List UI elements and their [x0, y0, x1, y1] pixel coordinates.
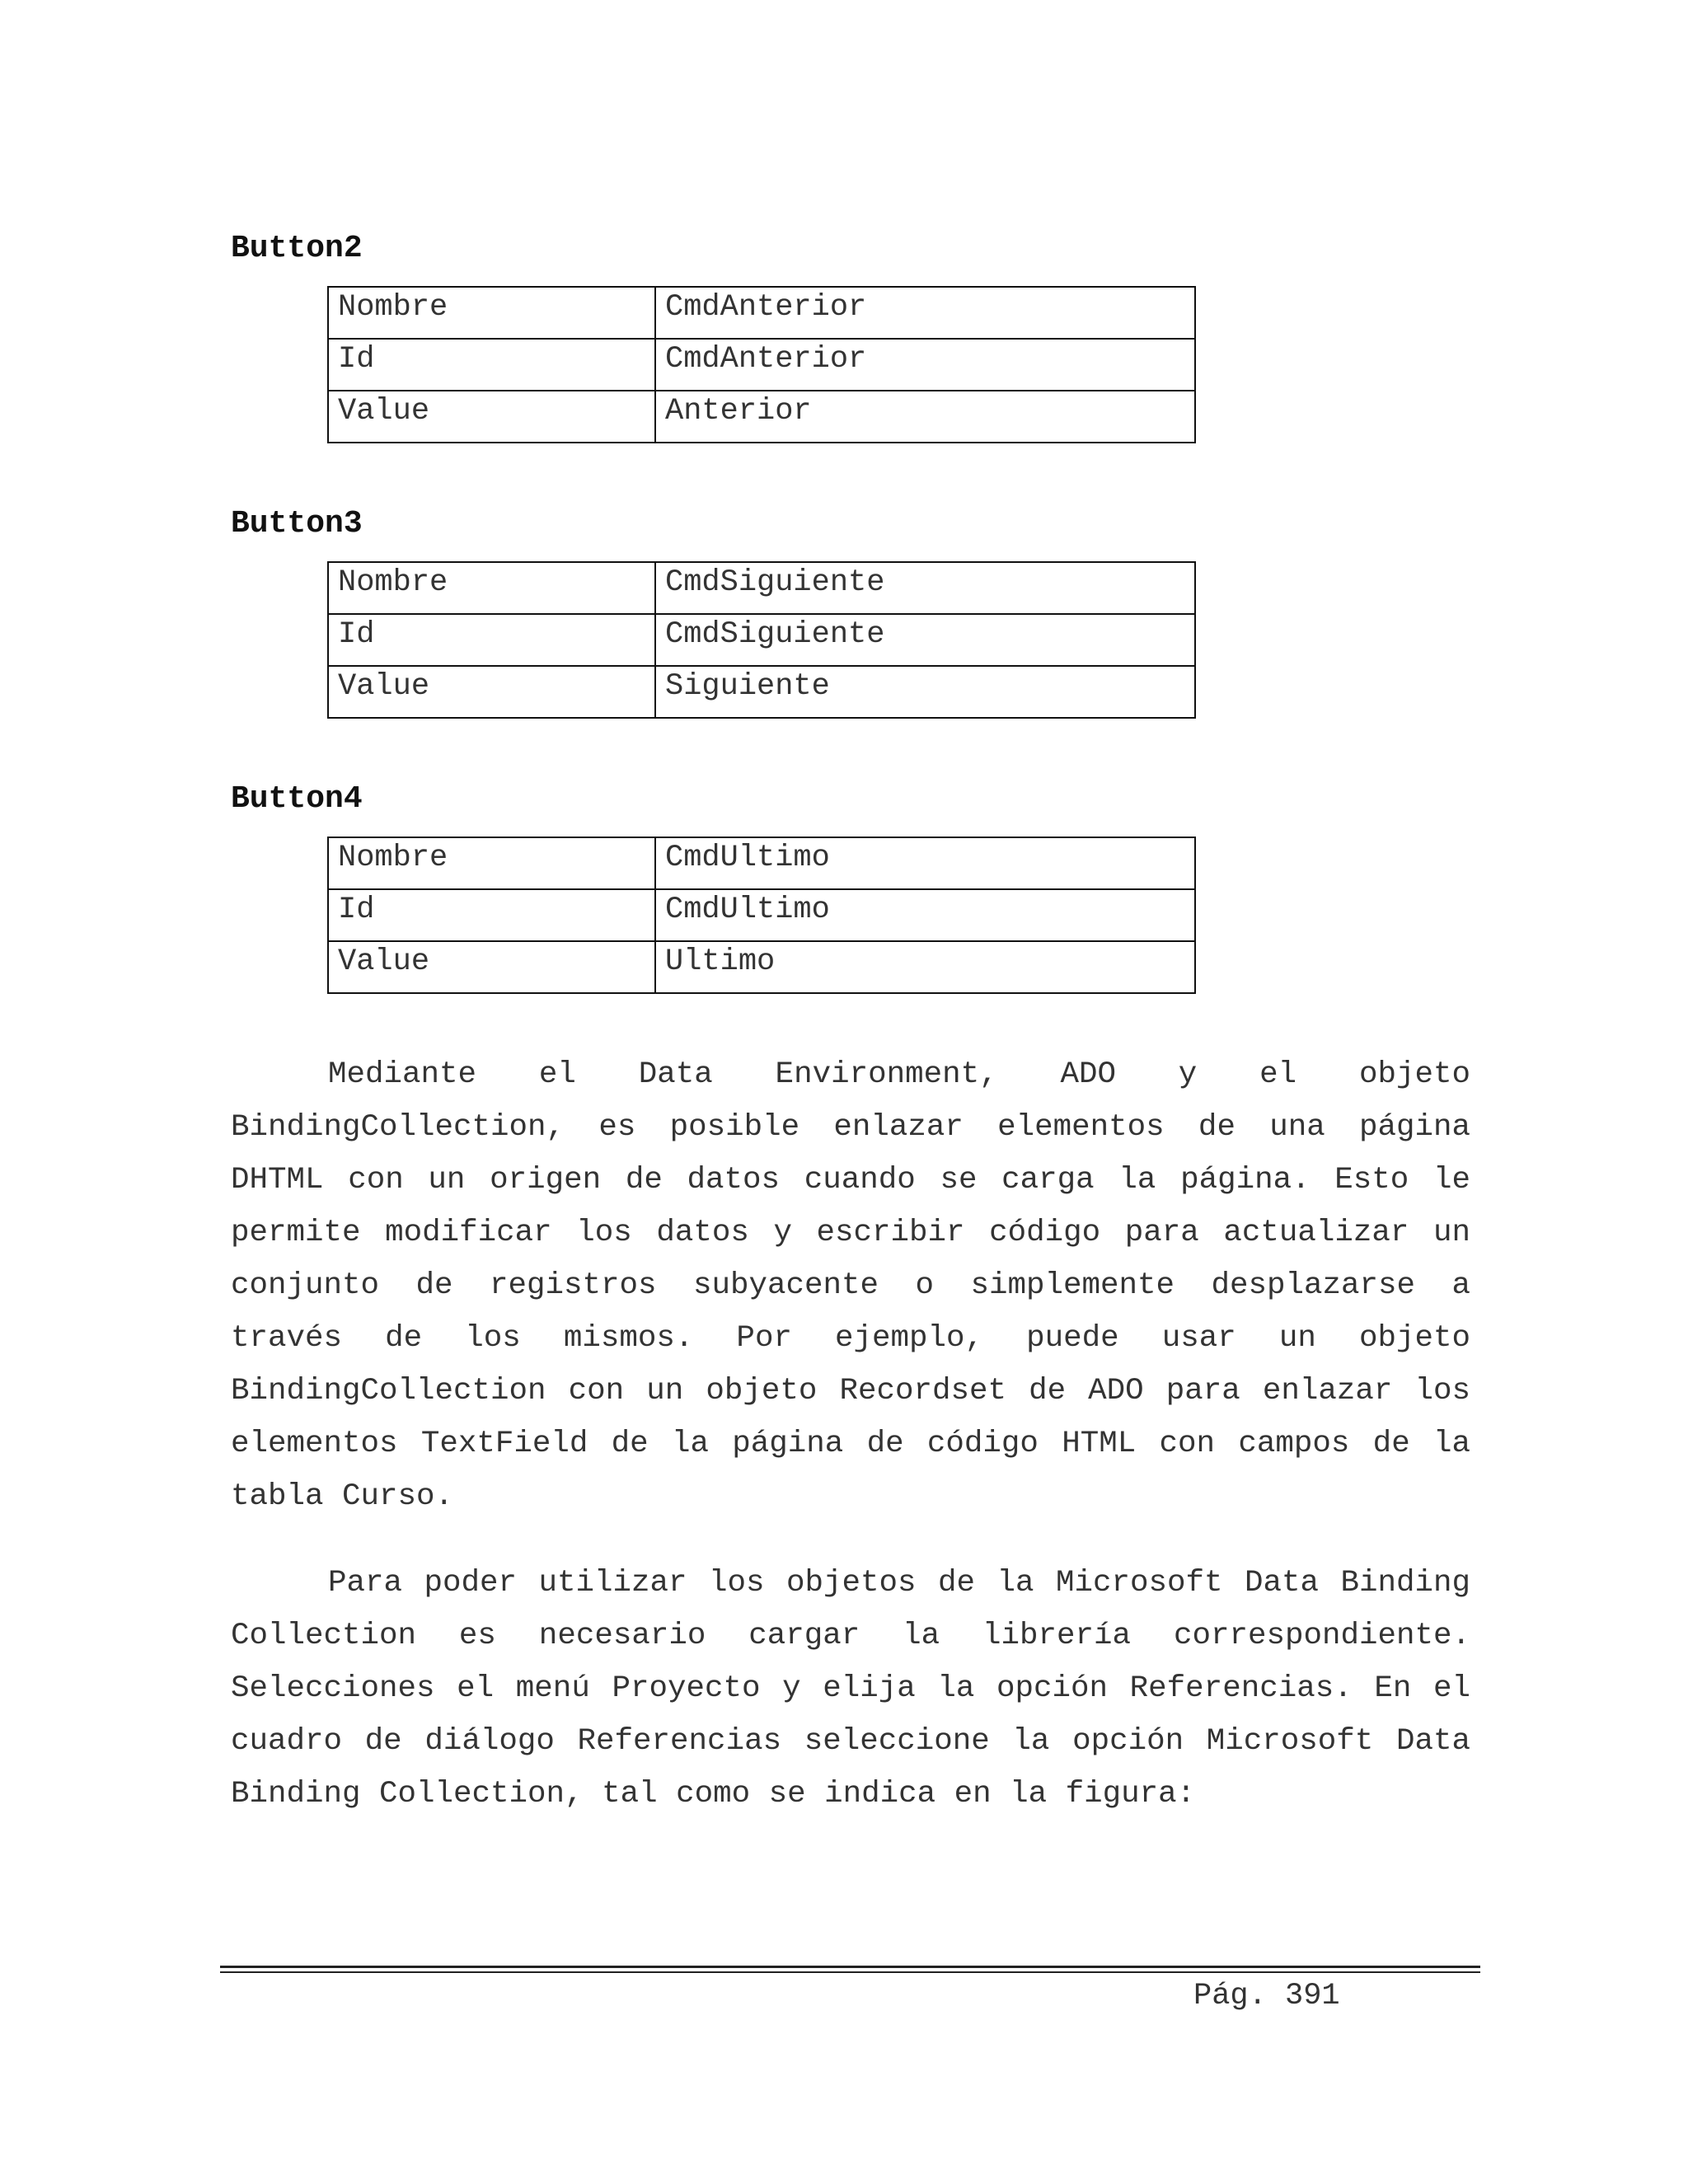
property-name: Id [328, 614, 655, 666]
property-name: Value [328, 941, 655, 993]
property-value: Siguiente [655, 666, 1195, 718]
properties-table-button2 [327, 286, 1196, 443]
table-row [328, 391, 1195, 443]
property-name: Nombre [328, 287, 655, 339]
properties-table-button4 [327, 837, 1196, 994]
property-name: Nombre [328, 837, 655, 889]
table-row [328, 666, 1195, 718]
property-name: Id [328, 889, 655, 941]
property-name: Value [328, 666, 655, 718]
page-number: Pág. 391 [1193, 1979, 1340, 2013]
section-heading-button2: Button2 [231, 231, 363, 266]
property-value: CmdAnterior [655, 287, 1195, 339]
property-value: CmdUltimo [655, 889, 1195, 941]
table-row [328, 287, 1195, 339]
property-value: CmdSiguiente [655, 562, 1195, 614]
table-row [328, 339, 1195, 391]
body-paragraph: Mediante el Data Environment, ADO y el objeto BindingCollection, es posible enlazar elementos de una página DHTML con un origen de datos cuando se carga la página. Esto le permite modificar los datos y escribir código para actualizar un conjunto de registros subyacente o simplemente desplazarse a través de los mismos. Por ejemplo, puede usar un objeto BindingCollection con un objeto Recordset de ADO para enlazar los elementos TextField de la página de código HTML con campos de la tabla Curso. [231, 1057, 1470, 1514]
table-row [328, 889, 1195, 941]
property-value: Anterior [655, 391, 1195, 443]
table-row [328, 941, 1195, 993]
property-name: Nombre [328, 562, 655, 614]
property-value: CmdUltimo [655, 837, 1195, 889]
property-value: Ultimo [655, 941, 1195, 993]
table-row [328, 614, 1195, 666]
properties-table-button3 [327, 561, 1196, 719]
body-paragraph: Para poder utilizar los objetos de la Microsoft Data Binding Collection es necesario cargar la librería correspondiente. Selecciones el menú Proyecto y elija la opción Referencias. En el cuadro de diálogo Referencias seleccione la opción Microsoft Data Binding Collection, tal como se indica en la figura: [231, 1566, 1470, 1811]
section-heading-button4: Button4 [231, 781, 363, 817]
table-row [328, 562, 1195, 614]
property-value: CmdAnterior [655, 339, 1195, 391]
section-heading-button3: Button3 [231, 506, 363, 541]
table-row [328, 837, 1195, 889]
property-name: Value [328, 391, 655, 443]
property-value: CmdSiguiente [655, 614, 1195, 666]
property-name: Id [328, 339, 655, 391]
footer-rule [220, 1966, 1480, 1968]
footer-rule [220, 1971, 1480, 1973]
